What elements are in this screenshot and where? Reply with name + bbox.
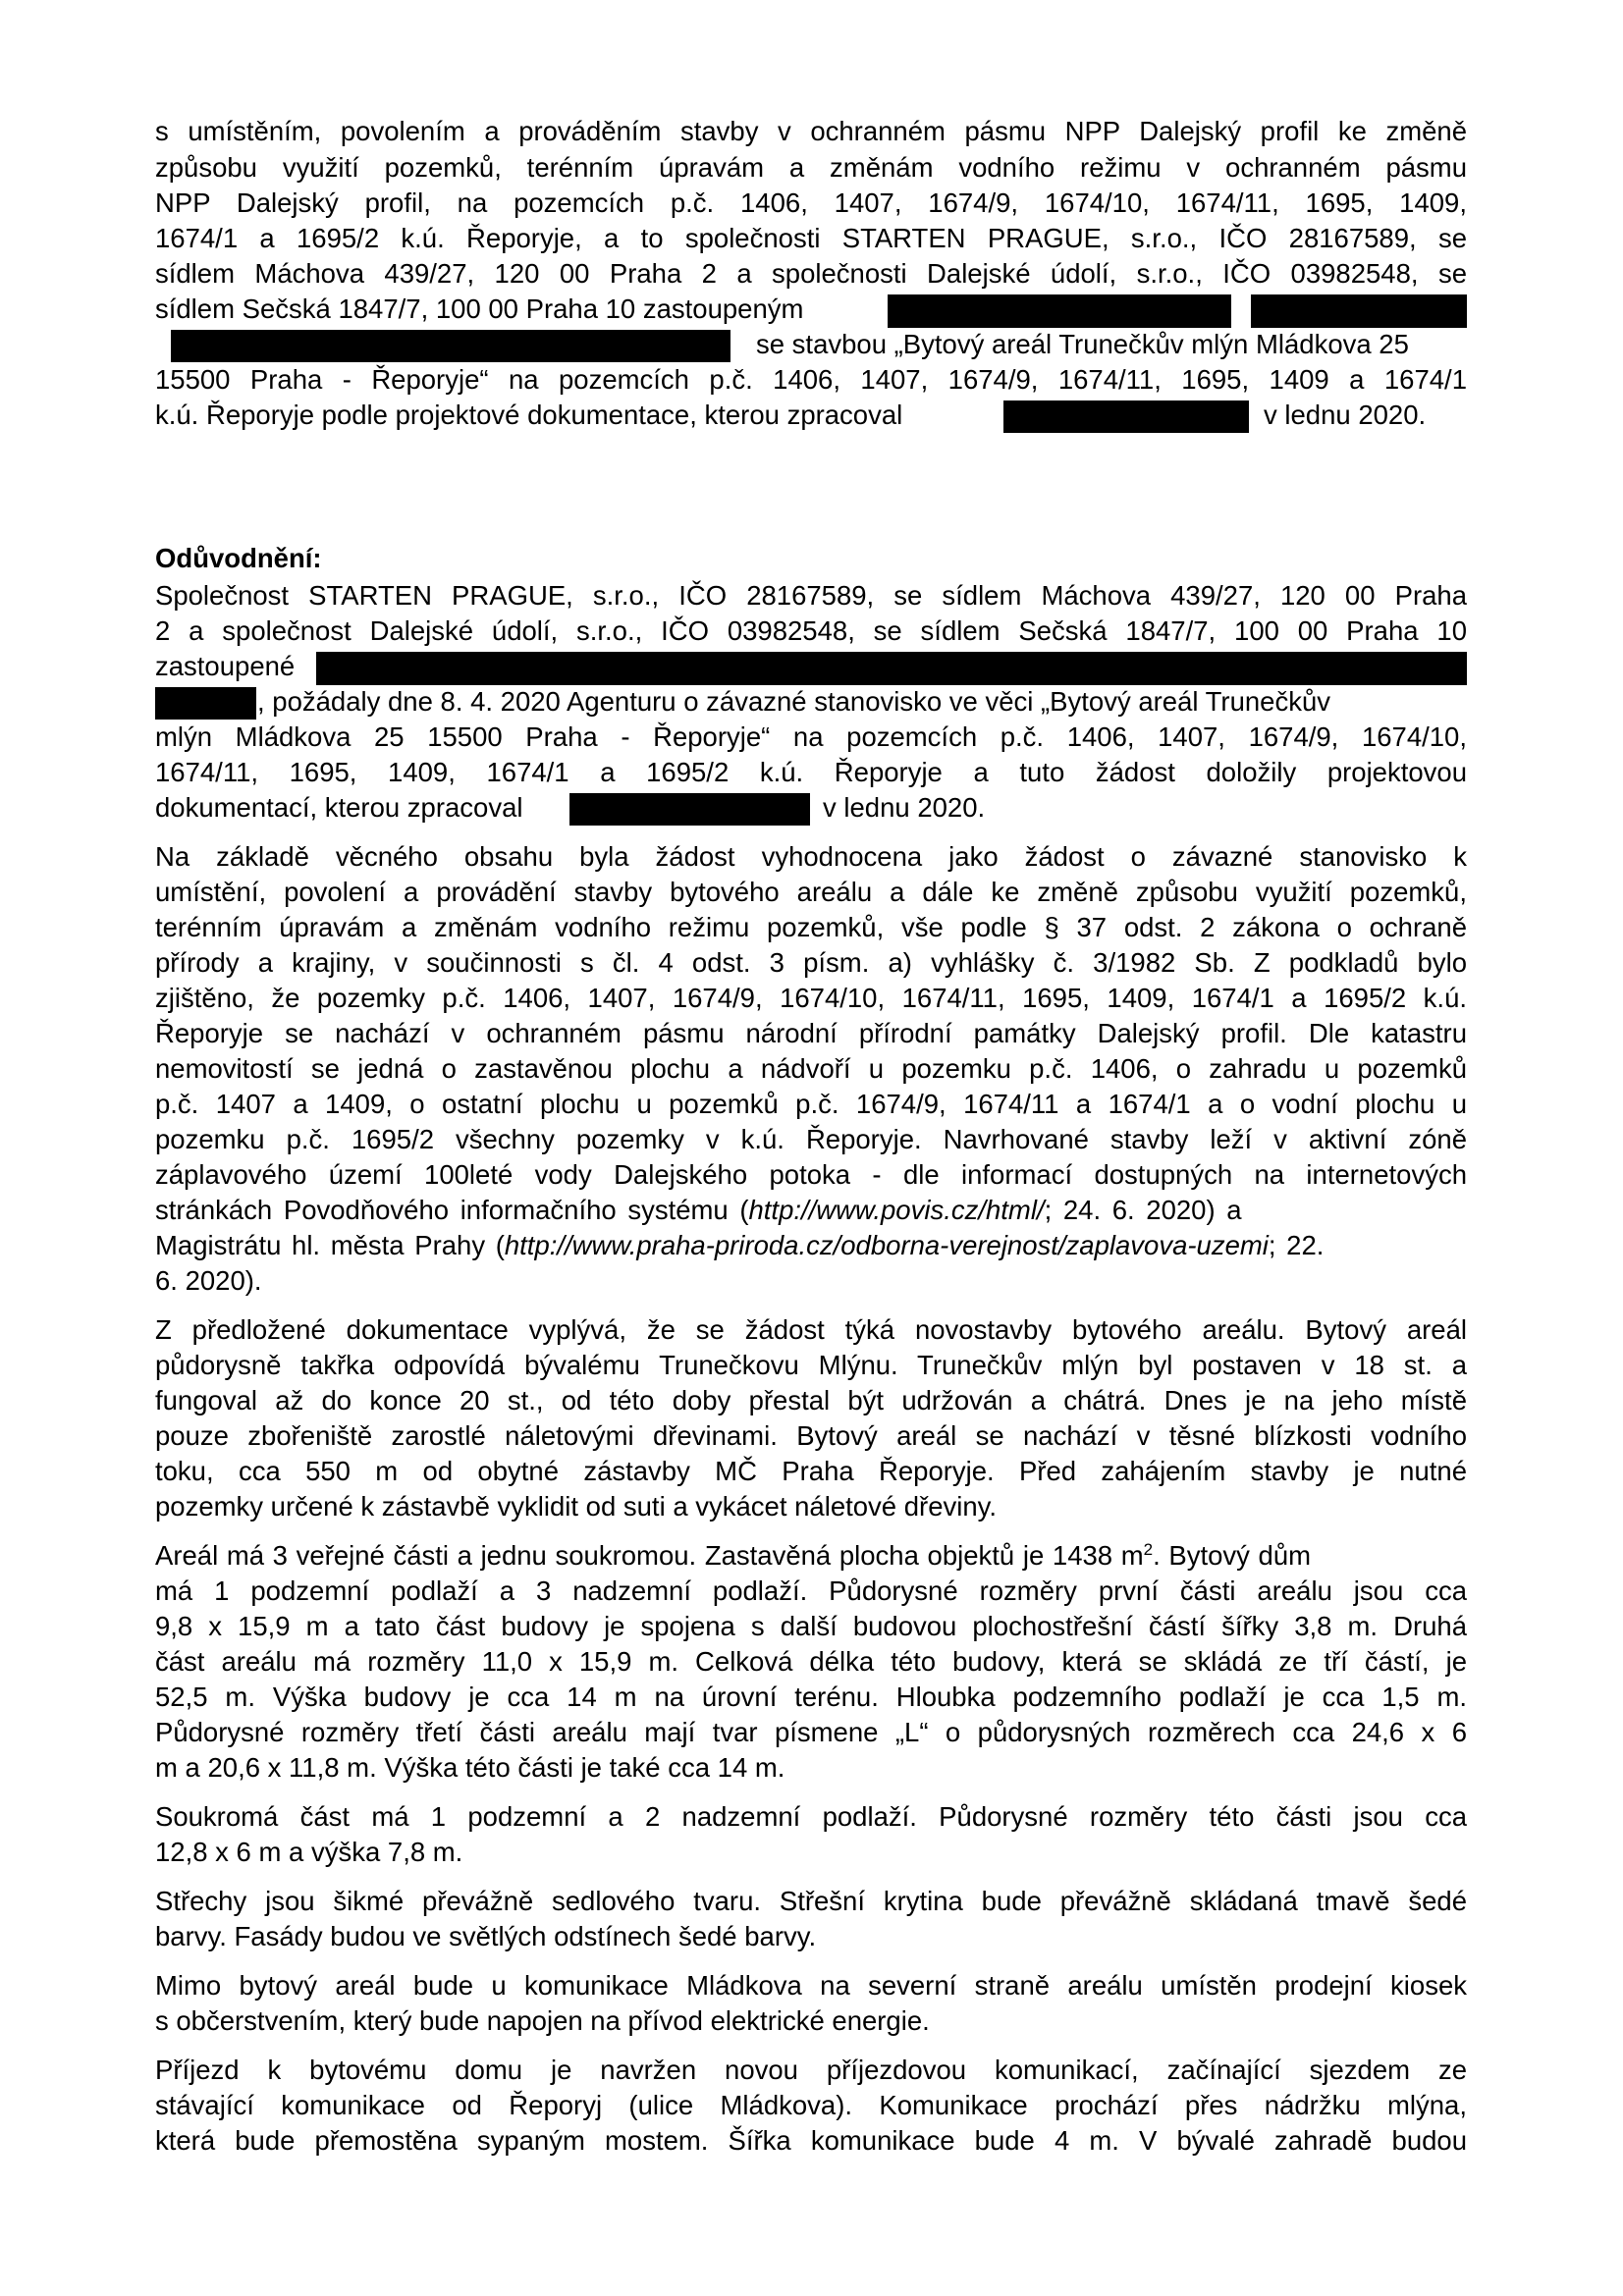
text-line: stávající komunikace od Řeporyj (ulice Mládkova). Komunikace prochází přes nádržku mlýna, (155, 2090, 1467, 2120)
text-run: Areál má 3 veřejné části a jednu soukromou. Zastavěná plocha objektů je 1438 m (155, 1540, 1144, 1571)
text-line: umístění, povolení a provádění stavby bytového areálu a dále ke změně způsobu využití pozemků, (155, 877, 1467, 907)
text-run: . Bytový dům (1153, 1540, 1312, 1571)
redaction-bar (888, 294, 1231, 328)
text-line: Příjezd k bytovému domu je navržen novou příjezdovou komunikací, začínající sjezdem ze (155, 2055, 1467, 2085)
text-line (155, 1228, 1467, 1263)
text-line: dokumentací, kterou zpracoval (155, 792, 523, 823)
text-line: zastoupené (155, 651, 296, 681)
text-line: m a 20,6 x 11,8 m. Výška této části je také cca 14 m. (155, 1752, 785, 1783)
text-line: přírody a krajiny, v součinnosti s čl. 4 odst. 3 písm. a) vyhlášky č. 3/1982 Sb. Z podkladů bylo (155, 947, 1467, 978)
text-line: NPP Dalejský profil, na pozemcích p.č. 1406, 1407, 1674/9, 1674/10, 1674/11, 1695, 1409, (155, 187, 1467, 218)
text-line: sídlem Sečská 1847/7, 100 00 Praha 10 zastoupeným (155, 294, 804, 324)
text-line: fungoval až do konce 20 st., od této doby přestal být udržován a chátrá. Dnes je na jeho místě (155, 1385, 1467, 1415)
text-line: 1674/11, 1695, 1409, 1674/1 a 1695/2 k.ú. Řeporyje a tuto žádost doložily projektovou (155, 757, 1467, 787)
redaction-bar (569, 793, 810, 826)
text-line: toku, cca 550 m od obytné zástavby MČ Praha Řeporyje. Před zahájením stavby je nutné (155, 1456, 1467, 1486)
redaction-bar (171, 330, 730, 362)
text-line: Střechy jsou šikmé převážně sedlového tvaru. Střešní krytina bude převážně skládaná tmavě šedé (155, 1886, 1467, 1916)
text-run: Magistrátu hl. města Prahy ( (155, 1230, 505, 1260)
redaction-bar (1003, 400, 1249, 433)
text-line: záplavového území 100leté vody Dalejského potoka - dle informací dostupných na internetových (155, 1159, 1467, 1190)
text-line: Půdorysné rozměry třetí části areálu mají tvar písmene „L“ o půdorysných rozměrech cca 24,6 x 6 (155, 1717, 1467, 1747)
text-line: 6. 2020). (155, 1265, 262, 1296)
text-line: má 1 podzemní podlaží a 3 nadzemní podlaží. Půdorysné rozměry první části areálu jsou cca (155, 1575, 1467, 1606)
text-run: ; 24. 6. 2020) a (1044, 1195, 1242, 1225)
text-line: 9,8 x 15,9 m a tato část budovy je spojena s další budovou plochostřešní částí šířky 3,8 m. Druhá (155, 1611, 1467, 1641)
text-line: Na základě věcného obsahu byla žádost vyhodnocena jako žádost o závazné stanovisko k (155, 841, 1467, 872)
text-line: část areálu má rozměry 11,0 x 15,9 m. Celková délka této budovy, která se skládá ze tří částí, je (155, 1646, 1467, 1677)
text-line: pozemku p.č. 1695/2 všechny pozemky v k.ú. Řeporyje. Navrhované stavby leží v aktivní zóně (155, 1124, 1467, 1154)
text-line: která bude přemostěna sypaným mostem. Šířka komunikace bude 4 m. V bývalé zahradě budou (155, 2125, 1467, 2156)
url-link[interactable]: http://www.povis.cz/html/ (748, 1195, 1045, 1225)
text-line: se stavbou „Bytový areál Trunečkův mlýn Mládkova 25 (756, 329, 1409, 359)
text-line: pozemky určené k zástavbě vyklidit od suti a vykácet náletové dřeviny. (155, 1491, 997, 1522)
text-line: 1674/1 a 1695/2 k.ú. Řeporyje, a to společnosti STARTEN PRAGUE, s.r.o., IČO 28167589, se (155, 223, 1467, 253)
text-line (155, 1538, 1467, 1574)
redaction-bar (316, 652, 1467, 685)
text-run: ; 22. (1268, 1230, 1325, 1260)
text-line: pouze zbořeniště zarostlé náletovými dřevinami. Bytový areál se nachází v těsné blízkosti vodního (155, 1420, 1467, 1451)
text-line (155, 1193, 1467, 1228)
text-line: p.č. 1407 a 1409, o ostatní plochu u pozemků p.č. 1674/9, 1674/11 a 1674/1 a o vodní plochu u (155, 1089, 1467, 1119)
text-line: v lednu 2020. (823, 792, 986, 823)
text-line: 12,8 x 6 m a výška 7,8 m. (155, 1837, 463, 1867)
text-line: Společnost STARTEN PRAGUE, s.r.o., IČO 28167589, se sídlem Máchova 439/27, 120 00 Praha (155, 580, 1467, 611)
section-heading: Odůvodnění: (155, 543, 322, 573)
text-line: k.ú. Řeporyje podle projektové dokumentace, kterou zpracoval (155, 400, 903, 430)
text-run: stránkách Povodňového informačního systému ( (155, 1195, 749, 1225)
text-line: Z předložené dokumentace vyplývá, že se žádost týká novostavby bytového areálu. Bytový areál (155, 1314, 1467, 1345)
text-line: terénním úpravám a změnám vodního režimu pozemků, vše podle § 37 odst. 2 zákona o ochraně (155, 912, 1467, 942)
text-line: způsobu využití pozemků, terénním úpravám a změnám vodního režimu v ochranném pásmu (155, 152, 1467, 183)
redaction-bar (155, 687, 256, 720)
text-line: s občerstvením, který bude napojen na přívod elektrické energie. (155, 2005, 930, 2036)
text-line: nemovitostí se jedná o zastavěnou plochu a nádvoří u pozemku p.č. 1406, o zahradu u pozemků (155, 1053, 1467, 1084)
text-line: zjištěno, že pozemky p.č. 1406, 1407, 1674/9, 1674/10, 1674/11, 1695, 1409, 1674/1 a 1695/2 k.ú. (155, 983, 1467, 1013)
text-line: mlýn Mládkova 25 15500 Praha - Řeporyje“ na pozemcích p.č. 1406, 1407, 1674/9, 1674/10, (155, 721, 1467, 752)
text-line: Mimo bytový areál bude u komunikace Mládkova na severní straně areálu umístěn prodejní kiosek (155, 1970, 1467, 2001)
text-line: barvy. Fasády budou ve světlých odstínech šedé barvy. (155, 1921, 817, 1951)
text-line: 52,5 m. Výška budovy je cca 14 m na úrovní terénu. Hloubka podzemního podlaží je cca 1,5 m. (155, 1682, 1467, 1712)
text-line: Řeporyje se nachází v ochranném pásmu národní přírodní památky Dalejský profil. Dle katastru (155, 1018, 1467, 1048)
text-line: , požádaly dne 8. 4. 2020 Agenturu o závazné stanovisko ve věci „Bytový areál Trunečkův (257, 686, 1331, 717)
superscript: 2 (1143, 1539, 1154, 1559)
text-line: v lednu 2020. (1264, 400, 1427, 430)
text-line: Soukromá část má 1 podzemní a 2 nadzemní podlaží. Půdorysné rozměry této části jsou cca (155, 1801, 1467, 1832)
text-line: půdorysně takřka odpovídá bývalému Trunečkovu Mlýnu. Trunečkův mlýn byl postaven v 18 st. a (155, 1350, 1467, 1380)
text-line: s umístěním, povolením a prováděním stavby v ochranném pásmu NPP Dalejský profil ke změně (155, 116, 1467, 146)
url-link[interactable]: http://www.praha-priroda.cz/odborna-verejnost/zaplavova-uzemi (504, 1230, 1269, 1260)
redaction-bar (1251, 294, 1467, 328)
text-line: 15500 Praha - Řeporyje“ na pozemcích p.č. 1406, 1407, 1674/9, 1674/11, 1695, 1409 a 1674/1 (155, 364, 1467, 395)
text-line: 2 a společnost Dalejské údolí, s.r.o., IČO 03982548, se sídlem Sečská 1847/7, 100 00 Praha 10 (155, 615, 1467, 646)
text-line: sídlem Máchova 439/27, 120 00 Praha 2 a společnosti Dalejské údolí, s.r.o., IČO 03982548, se (155, 258, 1467, 289)
